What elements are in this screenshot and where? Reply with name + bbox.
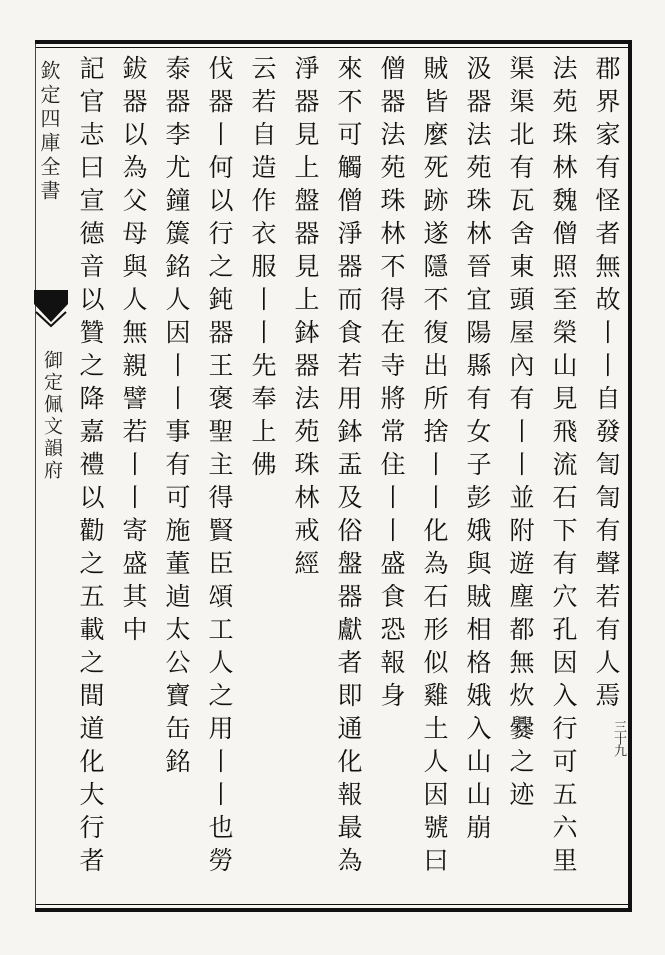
frame-top-rule-thin: [35, 47, 632, 48]
text-column-13: 記官志曰宣德音以贊之降嘉禮以勸之五載之間道化大行者: [76, 55, 105, 880]
text-column-7: 來不可觸僧淨器而食若用鉢盂及俗盤器獻者即通化報最為: [334, 55, 363, 880]
text-column-11: 泰器李尤鐘簴銘人因丨丨事有可施董逌太公寶缶銘: [162, 55, 191, 781]
page-number: 三十九: [611, 720, 626, 756]
text-column-12: 鈸器以為父母與人無親譬若丨丨寄盛其中: [119, 55, 148, 649]
text-column-2: 法苑珠林魏僧照至榮山見飛流石下有穴孔因入行可五六里: [549, 55, 578, 880]
text-column-10: 伐器丨何以行之鈍器王褒聖主得賢臣頌工人之用丨丨也勞: [205, 55, 234, 880]
text-column-1: 郡界家有怪者無故丨丨自發訇訇有聲若有人焉: [592, 55, 621, 715]
text-column-8: 淨器見上盤器見上鉢器法苑珠林戒經: [291, 55, 320, 583]
text-column-6: 僧器法苑珠林不得在寺將常住丨丨盛食恐報身: [377, 55, 406, 715]
book-subtitle: 御定佩文韻府: [41, 350, 63, 482]
frame-right-rule: [628, 40, 632, 912]
frame-top-rule: [35, 40, 632, 44]
text-column-3: 渠渠北有瓦舍東頭屋內有丨丨並附遊塵都無炊爨之迹: [506, 55, 535, 814]
frame-bottom-rule: [35, 908, 632, 912]
fishtail-mark-icon: [34, 290, 68, 330]
text-column-4: 汲器法苑珠林晉宜陽縣有女子彭娥與賊相格娥入山山崩: [463, 55, 492, 847]
text-column-9: 云若自造作衣服丨丨先奉上佛: [248, 55, 277, 484]
book-title: 欽定四庫全書: [37, 60, 61, 204]
text-column-5: 賊皆麼死跡遂隱不復出所捨丨丨化為石形似雞土人因號曰: [420, 55, 449, 880]
frame-bottom-rule-thin: [35, 904, 632, 905]
